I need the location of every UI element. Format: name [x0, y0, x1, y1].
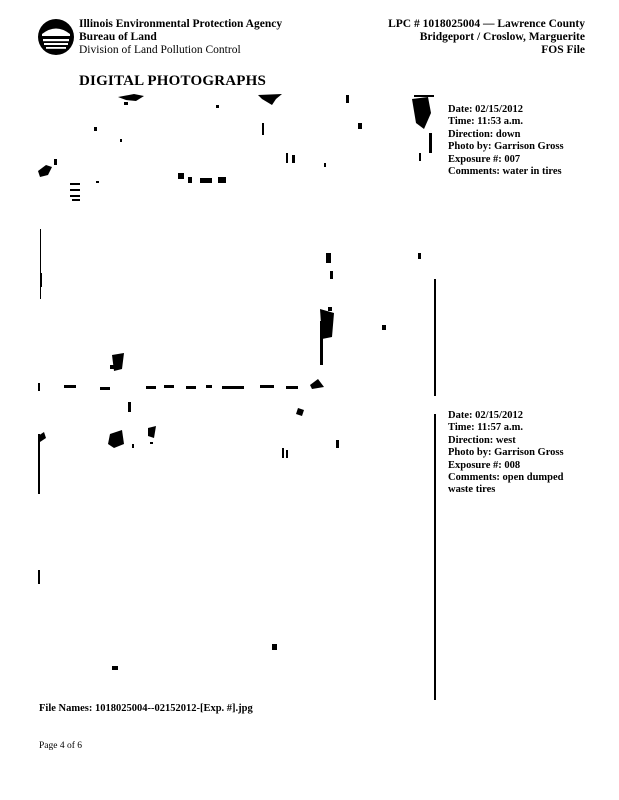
agency-block: [79, 18, 282, 57]
photo-2-date: Date: 02/15/2012: [448, 410, 523, 421]
page-number: Page 4 of 6: [39, 741, 83, 751]
file-type: FOS File: [541, 44, 585, 56]
photo-1-direction: Direction: down: [448, 128, 521, 140]
file-names: File Names: 1018025004--02152012-[Exp. #].jpg: [39, 703, 253, 714]
photo-1-exposure: Exposure #: 007: [448, 153, 521, 165]
photo-2-time: Time: 11:57 a.m.: [448, 422, 524, 434]
bureau-name: Bureau of Land: [79, 31, 157, 43]
photo-1-date: Date: 02/15/2012: [448, 104, 523, 115]
lpc-number: LPC # 1018025004 — Lawrence County: [388, 18, 585, 30]
photo-2-comments-continued: waste tires: [448, 484, 496, 496]
photo-2-direction: Direction: west: [448, 434, 516, 446]
photo-1-photographer: Photo by: Garrison Gross: [448, 141, 564, 153]
site-block: [388, 18, 585, 57]
agency-name: Illinois Environmental Protection Agency: [79, 18, 283, 30]
iepa-logo: [36, 17, 76, 57]
site-name: Bridgeport / Croslow, Marguerite: [419, 31, 585, 43]
photo-1-details: [448, 104, 564, 178]
photo-2: [36, 400, 440, 700]
photo-2-photographer: Photo by: Garrison Gross: [448, 447, 564, 459]
photo-2-comments: Comments: open dumped: [448, 472, 564, 484]
photo-1-time: Time: 11:53 a.m.: [448, 116, 524, 128]
division-name: Division of Land Pollution Control: [79, 44, 241, 56]
photo-1-comments: Comments: water in tires: [448, 166, 562, 178]
page-title: DIGITAL PHOTOGRAPHS: [79, 73, 267, 89]
photo-2-details: [448, 410, 564, 497]
photo-2-exposure: Exposure #: 008: [448, 459, 521, 471]
photo-1: [36, 93, 440, 396]
